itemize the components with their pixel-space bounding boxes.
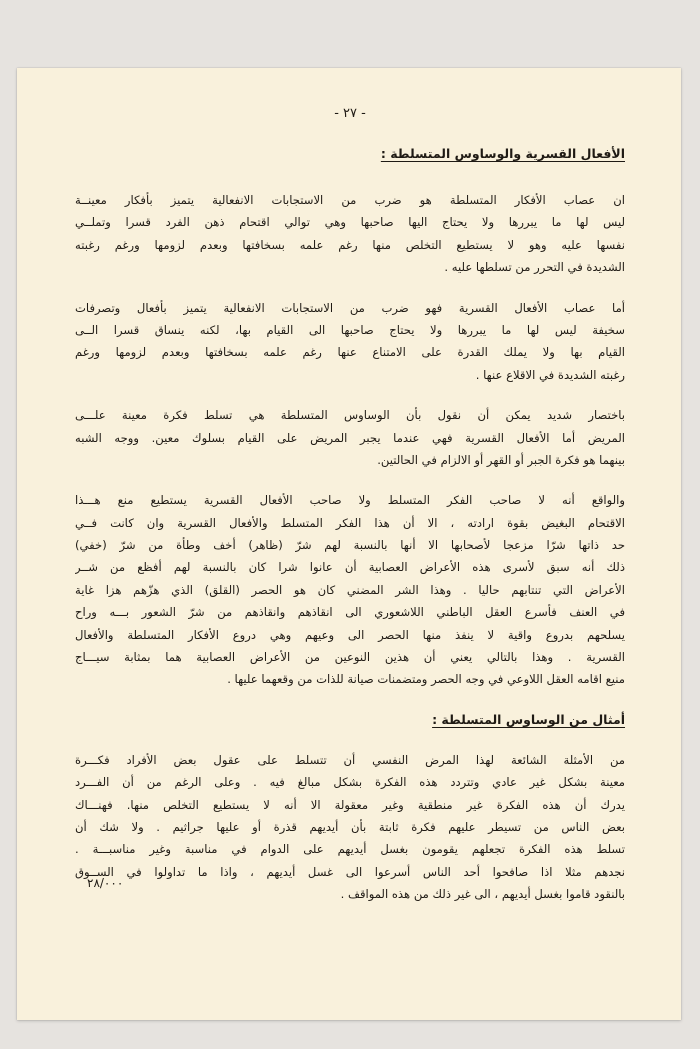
text-line: ليس لها ما يبررها ولا يحتاج اليها صاحبها وهي توالي اقتحام ذهن الفرد قسرا وتملــي (75, 215, 625, 230)
page-number: - ٢٧ - (334, 106, 366, 121)
text-line: القيام بها ولا يملك القدرة على الامتناع عنها رغم علمه بسخافتها وبعدم لزومها ورغم (75, 345, 625, 360)
section-heading-examples: أمثال من الوساوس المتسلطة : (432, 711, 625, 727)
text-line: يسلحهم بدروع واقية لا ينفذ منها الحصر الى وعيهم وهي دروع الأفكار المتسلطة والأفعال (75, 627, 625, 642)
text-line: تسلط هذه الفكرة تجعلهم يقومون بغسل أيديهم على الدوام في مناسبة وغير مناسبـــة . (75, 842, 625, 857)
page-content (75, 106, 625, 924)
text-line: بينهما هو فكرة الجبر أو القهر أو الالزام في الحالتين. (377, 452, 625, 467)
text-line: نفسها عليه وهو لا يستطيع التخلص منها رغم علمه بسخافتها وبعدم لزومها ورغم رغبته (75, 237, 625, 252)
section-heading-compulsions: الأفعال القسرية والوساوس المتسلطة : (380, 146, 625, 161)
text-line: حد ذاتها شرّا مزعجا لأصحابها الا أنها بالنسبة لهم شرّ (ظاهر) أخف وطأة من شرّ (خفي) (75, 538, 625, 553)
text-line: المريض أما الأفعال القسرية فهي عندما يجبر المريض على القيام بسلوك معين. ووجه الشبه (75, 430, 625, 445)
text-line: سخيفة ليس لها ما يبررها ولا يحتاج صاحبها الى القيام بها، لكنه ينساق قسرا الــى (75, 322, 625, 337)
text-line: معينة بشكل غير عادي وتتردد هذه الفكرة بشكل مبالغ فيه . وعلى الرغم من أن الفـــرد (75, 775, 625, 790)
text-line: الاقتحام البغيض بقوة ارادته ، الا أن هذا الفكر المتسلط والأفعال القسرية وان كانت فــي (75, 515, 625, 530)
document-reference-code: ٢٨/٠٠٠ (87, 876, 124, 890)
text-line: ذلك أنه سبق لأسرى هذه الأعراض العصابية أن عانوا شرا كان بالنسبة لهم أفظع من شــر (75, 560, 625, 575)
text-line: القسرية . وهذا بالتالي يعني أن هذين النوعين من الأعراض العصابية هما بمثابة سيـــاج (75, 650, 625, 665)
text-line: ان عصاب الأفكار المتسلطة هو ضرب من الاستجابات الانفعالية يتميز بأفكار معينــة (75, 193, 625, 207)
text-line: بعض الناس من تسيطر عليهم فكرة ثابتة بأن أيديهم قذرة أو عليها جراثيم . ولا شك أن (75, 819, 625, 834)
text-line: والواقع أنه لا صاحب الفكر المتسلط ولا صاحب الأفعال القسرية يستطيع منع هـــذا (75, 493, 625, 508)
text-line: رغبته الشديدة في الاقلاع عنها . (475, 367, 625, 382)
paragraph-explanation (75, 489, 625, 691)
text-line: باختصار شديد يمكن أن نقول بأن الوساوس المتسلطة هي تسلط فكرة معينة علـــى (75, 408, 625, 423)
text-line: الشديدة في التحرر من تسلطها عليه . (444, 260, 625, 275)
paragraph-obsessions (75, 189, 625, 279)
text-line: أما عصاب الأفعال القسرية فهو ضرب من الاستجابات الانفعالية يتميز بأفعال وتصرفات (75, 300, 625, 315)
text-line: الأعراض التي تنتابهم حاليا . وهذا الشر المضني كان هو الحصر (القلق) الذي هزّهم هزا غاية (75, 582, 625, 597)
text-line: منيع اقامه العقل اللاوعي في وجه الحصر ومتضمنات صيانة للذات من وقعهما عليها . (227, 672, 625, 687)
text-line: من الأمثلة الشائعة لهذا المرض النفسي أن تتسلط على عقول بعض الأفراد فكـــرة (75, 752, 625, 767)
paragraph-examples (75, 749, 625, 906)
paragraph-compulsions (75, 297, 625, 387)
paragraph-summary (75, 404, 625, 471)
text-line: في العنف فأسرع العقل الباطني اللاشعوري الى انقاذهم وانقاذهم من شرّ الشعور بـــه وراح (75, 605, 625, 620)
text-line: بالنقود قاموا بغسل أيديهم ، الى غير ذلك من هذه المواقف . (340, 887, 625, 902)
text-line: نجدهم مثلا اذا صافحوا أحد الناس أسرعوا الى غسل أيديهم ، واذا ما تداولوا في الســوق (75, 864, 625, 879)
text-line: يدرك أن هذه الفكرة غير منطقية وغير معقولة الا أنه لا يستطيع التخلص منها. فهنـــاك (75, 797, 625, 812)
document-page (17, 68, 681, 1020)
